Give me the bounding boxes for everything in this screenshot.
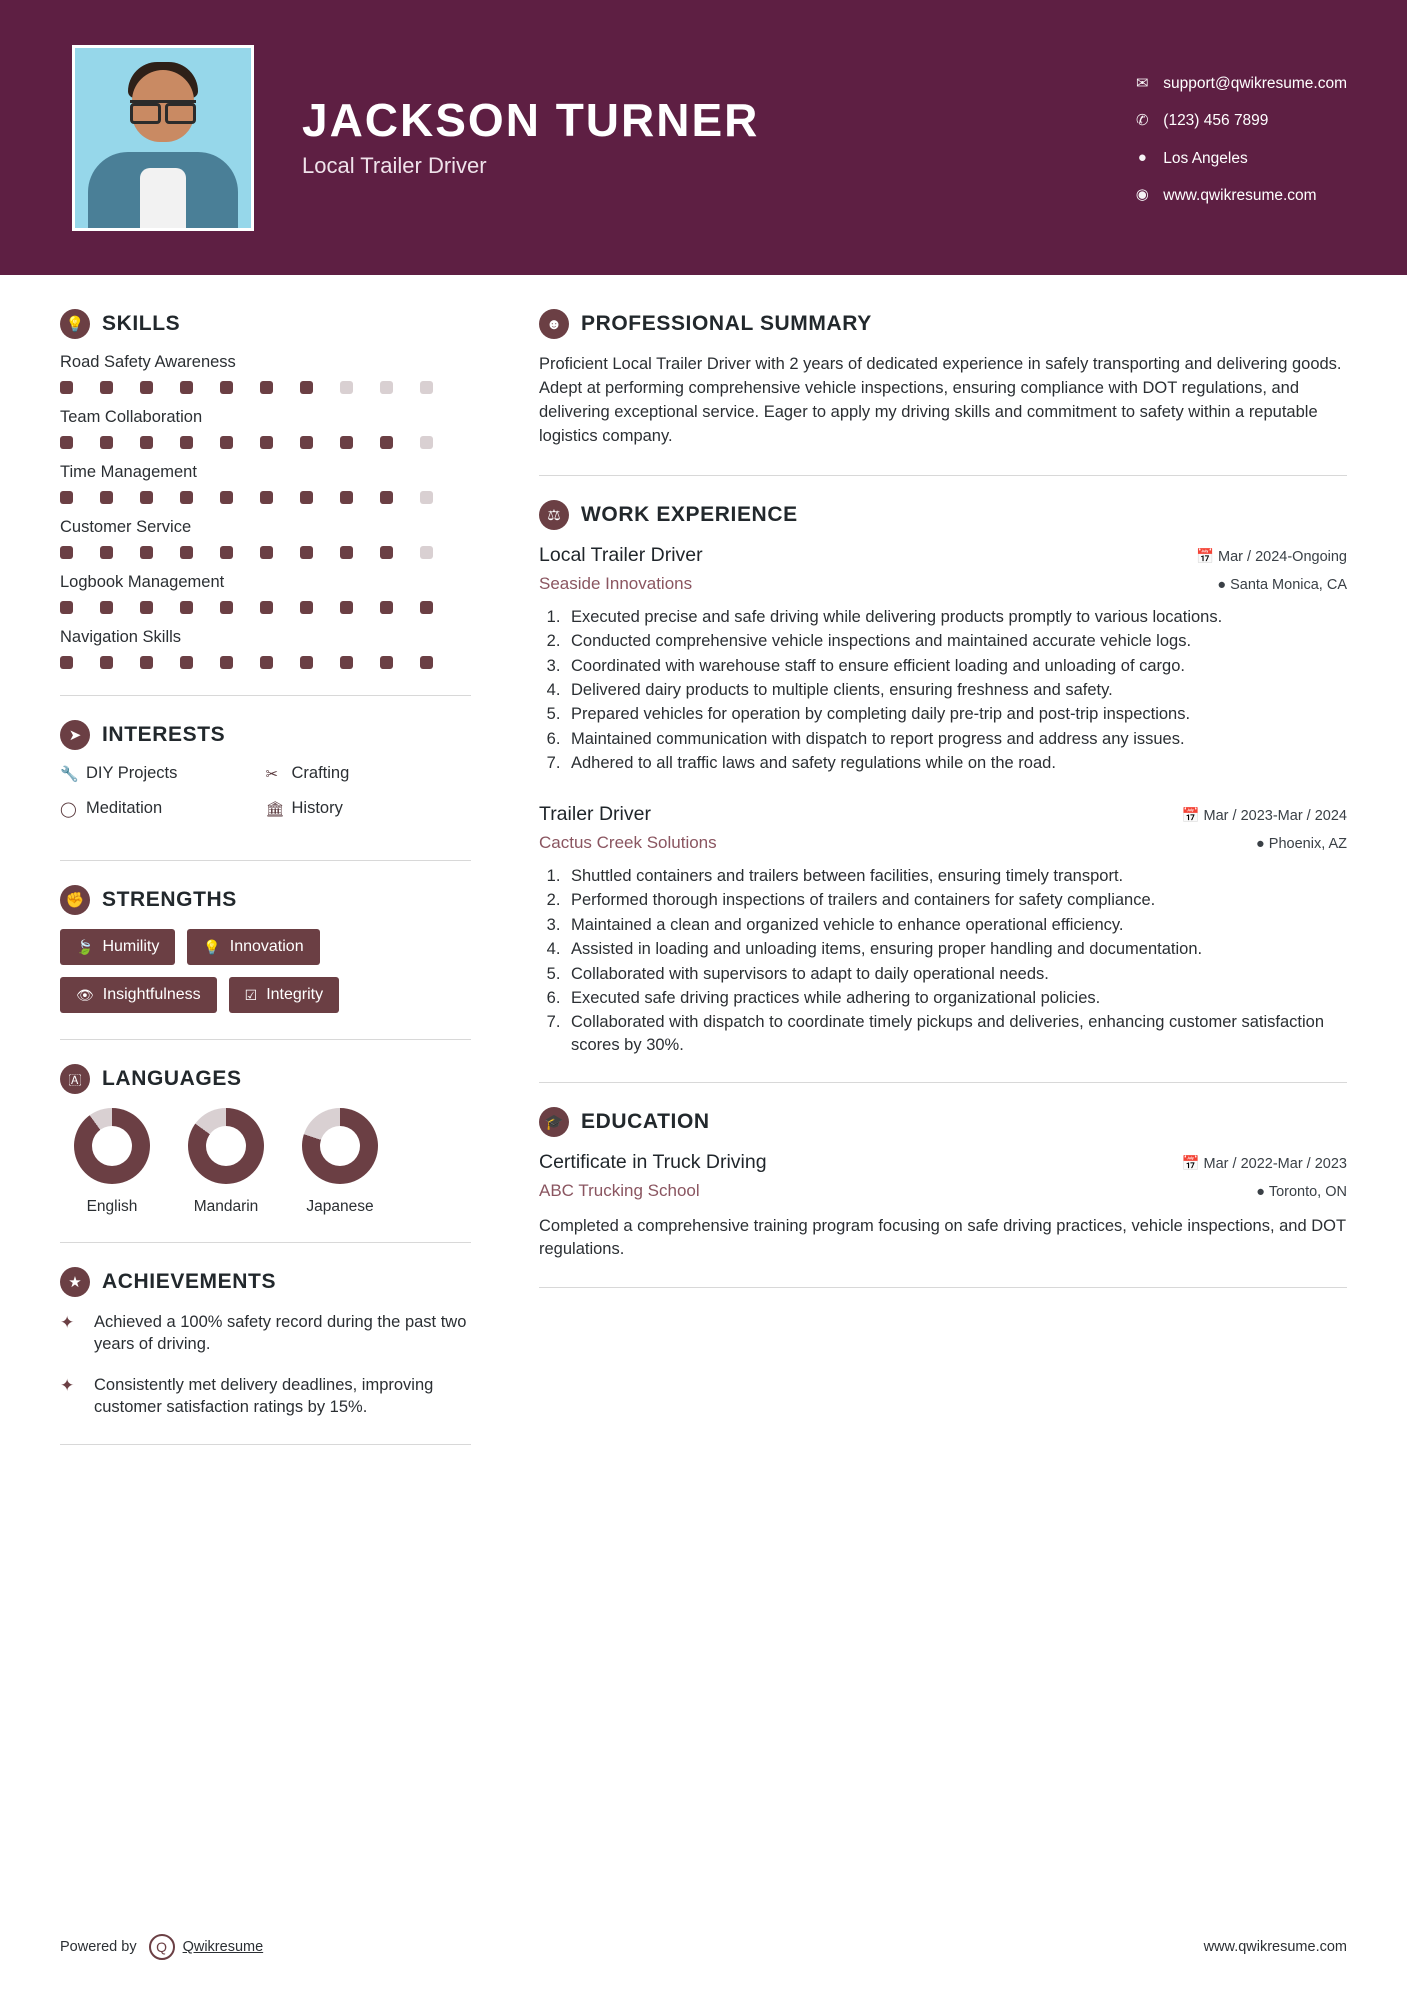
language-progress-donut	[74, 1108, 150, 1184]
rating-dot	[420, 656, 433, 669]
powered-by-label: Powered by	[60, 1939, 137, 1955]
divider	[539, 1287, 1347, 1288]
achievements-list	[60, 1311, 471, 1418]
section-title-languages: LANGUAGES	[102, 1067, 242, 1090]
star-badge-icon: ★	[60, 1267, 90, 1297]
rating-dot	[220, 436, 233, 449]
skills-list	[60, 353, 471, 669]
rating-dot	[340, 656, 353, 669]
rating-dot	[260, 546, 273, 559]
job-bullet: 4. Delivered dairy products to multiple clients, ensuring freshness and safety.	[565, 679, 1347, 701]
phone-icon: ✆	[1135, 111, 1149, 129]
rating-dot	[60, 546, 73, 559]
job-bullet: 7. Collaborated with dispatch to coordinate timely pickups and deliveries, enhancing customer satisfaction scores by 30%.	[565, 1011, 1347, 1056]
job-bullets	[565, 606, 1347, 775]
education-item	[539, 1151, 1347, 1261]
rating-dot	[340, 601, 353, 614]
star-icon: ✦	[60, 1313, 75, 1332]
rating-dot	[340, 546, 353, 559]
job-location: ● Santa Monica, CA	[1217, 576, 1347, 593]
page-title: JACKSON TURNER	[302, 94, 760, 147]
skill-name: Logbook Management	[60, 573, 225, 591]
skill-name: Team Collaboration	[60, 408, 203, 426]
skill-name: Time Management	[60, 463, 197, 481]
skill-rating	[60, 601, 471, 614]
qwikresume-logo-icon: Q	[149, 1934, 175, 1960]
language-label: Mandarin	[193, 1198, 259, 1215]
strength-chip	[229, 977, 339, 1013]
job-bullet: 6. Maintained communication with dispatch to report progress and address any issues.	[565, 728, 1347, 750]
qwikresume-brand-link[interactable]: Qwikresume	[182, 1939, 264, 1955]
language-label: Japanese	[306, 1198, 374, 1215]
interest-label: DIY Projects	[86, 764, 178, 782]
rating-dot	[300, 491, 313, 504]
rating-dot	[340, 381, 353, 394]
rating-dot	[180, 491, 193, 504]
main-content	[497, 309, 1347, 1469]
rating-dot	[300, 381, 313, 394]
interest-item	[60, 799, 266, 818]
skill-item	[60, 628, 471, 669]
rating-dot	[60, 491, 73, 504]
contact-list	[1129, 71, 1347, 203]
rating-dot	[140, 381, 153, 394]
language-label: English	[86, 1198, 138, 1215]
language-item	[188, 1108, 264, 1216]
strengths-list	[60, 929, 471, 1013]
language-item	[74, 1108, 150, 1216]
achievement-text: Consistently met delivery deadlines, improving customer satisfaction ratings by 15%.	[94, 1375, 434, 1416]
interest-item	[60, 764, 266, 783]
achievement-text: Achieved a 100% safety record during the past two years of driving.	[94, 1313, 467, 1354]
rating-dot	[100, 546, 113, 559]
skill-item	[60, 518, 471, 559]
envelope-icon: ✉	[1135, 74, 1149, 92]
education-date: 📅 Mar / 2022-Mar / 2023	[1181, 1156, 1347, 1173]
paper-plane-icon: ➤	[60, 720, 90, 750]
lightbulb-icon: 💡	[60, 309, 90, 339]
rating-dot	[380, 381, 393, 394]
section-skills	[60, 309, 471, 669]
contact-location-text: Los Angeles	[1163, 149, 1248, 167]
skill-item	[60, 573, 471, 614]
user-circle-icon: ☻	[539, 309, 569, 339]
rating-dot	[180, 381, 193, 394]
interests-list	[60, 764, 471, 834]
footer	[0, 1904, 1407, 1990]
language-progress-donut	[302, 1108, 378, 1184]
strength-label: Humility	[102, 938, 160, 955]
section-education	[539, 1107, 1347, 1261]
achievement-item	[60, 1311, 471, 1356]
rating-dot	[340, 491, 353, 504]
divider	[60, 1444, 471, 1445]
divider	[539, 1082, 1347, 1083]
checkbox-icon: ☑	[244, 986, 258, 1003]
rating-dot	[420, 601, 433, 614]
strength-label: Innovation	[229, 938, 304, 955]
rating-dot	[140, 436, 153, 449]
contact-item-website[interactable]	[1129, 187, 1347, 204]
divider	[60, 1039, 471, 1040]
interest-label: Crafting	[291, 764, 350, 782]
rating-dot	[100, 381, 113, 394]
rating-dot	[380, 546, 393, 559]
strength-label: Integrity	[266, 986, 324, 1003]
interest-label: Meditation	[86, 799, 163, 817]
rating-dot	[100, 436, 113, 449]
rating-dot	[420, 546, 433, 559]
resume-header	[0, 0, 1407, 275]
scissors-icon: ✂	[265, 765, 279, 783]
star-icon: ✦	[60, 1375, 75, 1395]
section-title-experience: WORK EXPERIENCE	[581, 502, 798, 526]
skill-rating	[60, 436, 471, 449]
rating-dot	[260, 381, 273, 394]
section-title-achievements: ACHIEVEMENTS	[102, 1270, 277, 1293]
rating-dot	[60, 381, 73, 394]
rating-dot	[180, 546, 193, 559]
contact-phone-text: (123) 456 7899	[1163, 112, 1269, 130]
skill-rating	[60, 381, 471, 394]
job-location: ● Phoenix, AZ	[1256, 835, 1347, 852]
rating-dot	[220, 546, 233, 559]
globe-icon: ◉	[1135, 185, 1149, 203]
skill-name: Navigation Skills	[60, 628, 182, 646]
circle-icon: ◯	[60, 800, 77, 818]
section-experience	[539, 500, 1347, 1057]
contact-email-text: support@qwikresume.com	[1163, 75, 1347, 93]
job-bullet: 3. Maintained a clean and organized vehicle to enhance operational efficiency.	[565, 914, 1347, 936]
rating-dot	[140, 491, 153, 504]
sidebar	[60, 309, 497, 1469]
experience-item	[539, 803, 1347, 1057]
section-summary	[539, 309, 1347, 449]
rating-dot	[380, 491, 393, 504]
rating-dot	[380, 436, 393, 449]
job-bullet: 5. Prepared vehicles for operation by completing daily pre-trip and post-trip inspections.	[565, 703, 1347, 725]
job-bullet: 1. Executed precise and safe driving while delivering products promptly to various locations.	[565, 606, 1347, 628]
language-item	[302, 1108, 378, 1216]
skill-rating	[60, 546, 471, 559]
contact-website-text: www.qwikresume.com	[1163, 186, 1317, 204]
name-block	[302, 96, 759, 178]
divider	[539, 475, 1347, 476]
avatar	[72, 45, 254, 231]
divider	[60, 860, 471, 861]
rating-dot	[300, 601, 313, 614]
rating-dot	[100, 491, 113, 504]
rating-dot	[180, 601, 193, 614]
rating-dot	[380, 656, 393, 669]
section-strengths	[60, 885, 471, 1013]
section-title-summary: PROFESSIONAL SUMMARY	[581, 312, 872, 335]
job-company: Cactus Creek Solutions	[539, 832, 717, 852]
divider	[60, 695, 471, 696]
interest-item	[266, 764, 472, 783]
languages-list	[60, 1108, 471, 1216]
skill-item	[60, 408, 471, 449]
rating-dot	[220, 491, 233, 504]
achievement-item	[60, 1374, 471, 1419]
divider	[60, 1242, 471, 1243]
rating-dot	[60, 436, 73, 449]
job-bullet: 3. Coordinated with warehouse staff to ensure efficient loading and unloading of cargo.	[565, 655, 1347, 677]
rating-dot	[340, 436, 353, 449]
education-location: ● Toronto, ON	[1256, 1184, 1347, 1201]
strength-label: Insightfulness	[102, 986, 201, 1003]
wrench-icon: 🔧	[60, 765, 79, 783]
footer-website[interactable]: www.qwikresume.com	[1203, 1939, 1347, 1955]
leaf-icon: 🍃	[76, 938, 94, 955]
job-bullet: 1. Shuttled containers and trailers between facilities, ensuring timely transport.	[565, 865, 1347, 887]
rating-dot	[380, 601, 393, 614]
rating-dot	[100, 601, 113, 614]
skill-name: Road Safety Awareness	[60, 353, 236, 371]
rating-dot	[60, 656, 73, 669]
job-bullet: 4. Assisted in loading and unloading items, ensuring proper handling and documentation.	[565, 938, 1347, 960]
section-languages	[60, 1064, 471, 1216]
rating-dot	[220, 381, 233, 394]
rating-dot	[420, 436, 433, 449]
job-role-subtitle: Local Trailer Driver	[302, 152, 487, 178]
fist-icon: ✊	[60, 885, 90, 915]
rating-dot	[180, 436, 193, 449]
rating-dot	[420, 381, 433, 394]
rating-dot	[260, 436, 273, 449]
contact-item-phone[interactable]	[1129, 112, 1347, 129]
eye-icon: 👁	[76, 986, 94, 1003]
section-title-skills: SKILLS	[102, 312, 181, 335]
experience-item	[539, 544, 1347, 775]
rating-dot	[140, 546, 153, 559]
job-title: Local Trailer Driver	[539, 543, 703, 566]
skill-item	[60, 353, 471, 394]
rating-dot	[300, 546, 313, 559]
section-title-strengths: STRENGTHS	[102, 888, 237, 911]
education-school: ABC Trucking School	[539, 1181, 700, 1201]
summary-text: Proficient Local Trailer Driver with 2 years of dedicated experience in safely transporting and delivering goods. Adept at performing comprehensive vehicle inspections, ensuring compliance with DOT regulations, and delivering exceptional service. Eager to apply my driving skills and commitment to safety within a reputable logistics company.	[539, 355, 1342, 445]
contact-item-email[interactable]	[1129, 75, 1347, 92]
section-title-interests: INTERESTS	[102, 723, 226, 746]
education-list	[539, 1151, 1347, 1261]
skill-name: Customer Service	[60, 518, 192, 536]
interest-label: History	[291, 799, 343, 817]
interest-item	[266, 799, 472, 818]
bank-icon: 🏛	[265, 800, 285, 818]
rating-dot	[260, 601, 273, 614]
rating-dot	[300, 656, 313, 669]
rating-dot	[300, 436, 313, 449]
rating-dot	[220, 601, 233, 614]
job-bullet: 2. Performed thorough inspections of trailers and containers for safety compliance.	[565, 889, 1347, 911]
rating-dot	[260, 656, 273, 669]
education-title: Certificate in Truck Driving	[539, 1151, 767, 1174]
strength-chip	[60, 929, 175, 965]
rating-dot	[260, 491, 273, 504]
rating-dot	[180, 656, 193, 669]
strength-chip	[60, 977, 217, 1013]
job-date: 📅 Mar / 2024-Ongoing	[1195, 548, 1347, 565]
rating-dot	[60, 601, 73, 614]
section-title-education: EDUCATION	[581, 1110, 710, 1134]
rating-dot	[140, 601, 153, 614]
section-achievements	[60, 1267, 471, 1418]
location-pin-icon: ●	[1137, 148, 1147, 166]
job-company: Seaside Innovations	[539, 573, 693, 593]
briefcase-icon: ⚖	[539, 500, 569, 530]
skill-rating	[60, 491, 471, 504]
rating-dot	[140, 656, 153, 669]
graduation-icon: 🎓	[539, 1107, 569, 1137]
section-interests	[60, 720, 471, 834]
job-bullet: 2. Conducted comprehensive vehicle inspections and maintained accurate vehicle logs.	[565, 630, 1347, 652]
language-progress-donut	[188, 1108, 264, 1184]
job-date: 📅 Mar / 2023-Mar / 2024	[1181, 807, 1347, 824]
job-bullets	[565, 865, 1347, 1057]
job-bullet: 5. Collaborated with supervisors to adapt to daily operational needs.	[565, 963, 1347, 985]
rating-dot	[420, 491, 433, 504]
education-description: Completed a comprehensive training program focusing on safe driving practices, vehicle inspections, and DOT regulations.	[539, 1217, 1346, 1259]
rating-dot	[220, 656, 233, 669]
skill-item	[60, 463, 471, 504]
bulb-icon: 💡	[203, 938, 221, 955]
language-icon: 🇦	[60, 1064, 90, 1094]
experience-list	[539, 544, 1347, 1057]
job-bullet: 7. Adhered to all traffic laws and safety regulations while on the road.	[565, 752, 1347, 774]
strength-chip	[187, 929, 319, 965]
skill-rating	[60, 656, 471, 669]
rating-dot	[100, 656, 113, 669]
job-title: Trailer Driver	[539, 802, 651, 825]
contact-item-location	[1129, 150, 1347, 167]
job-bullet: 6. Executed safe driving practices while adhering to organizational policies.	[565, 987, 1347, 1009]
